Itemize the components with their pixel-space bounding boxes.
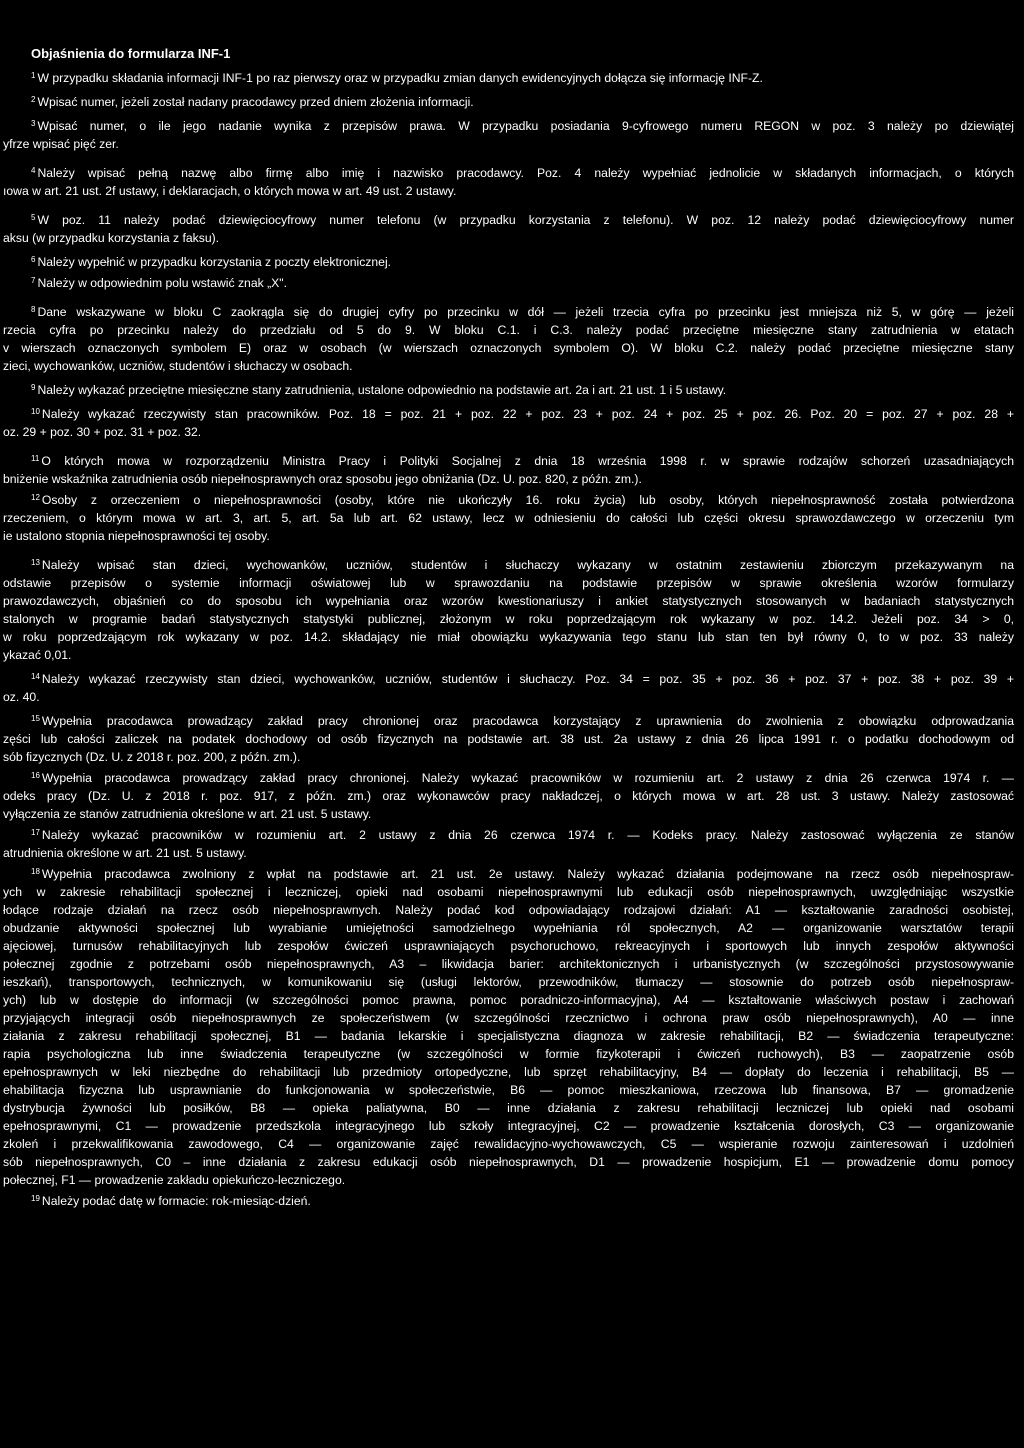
footnote-number: 15 bbox=[31, 714, 40, 723]
footnote-line bbox=[0, 646, 1024, 664]
footnote-line bbox=[0, 527, 1024, 545]
footnote-text: ych) lub w dostępie do informacji (w szczególności pomoc prawna, pomoc poradniczo-informacyjna), A4 — kształtowanie właściwych postaw i zachowań bbox=[3, 993, 1014, 1007]
footnote-line bbox=[0, 937, 1024, 955]
footnote-text: Należy w odpowiednim polu wstawić znak „X". bbox=[37, 276, 287, 290]
footnote-text: odeks pracy (Dz. U. z 2018 r. poz. 917, z późn. zm.) oraz wykonawców pracy nakładczej, o których mowa w art. 28 ust. 3 ustawy. Należy zastosować bbox=[3, 789, 1014, 803]
footnote bbox=[0, 769, 1024, 823]
footnote-line bbox=[0, 253, 1024, 271]
footnote-line bbox=[0, 628, 1024, 646]
footnote-line bbox=[0, 730, 1024, 748]
footnote bbox=[0, 274, 1024, 292]
footnote-text: ziałania z zakresu rehabilitacji społecznej, B1 — badania lekarskie i specjalistyczna diagnoza w zakresie rehabilitacji, B2 — świadczenia terapeutyczne: bbox=[3, 1029, 1014, 1043]
footnote-text: zęści lub całości zaliczek na podatek dochodowy od osób fizycznych na podstawie art. 38 ust. 2a ustawy z dnia 26 lipca 1991 r. o podatku dochodowym od bbox=[3, 732, 1014, 746]
footnote bbox=[0, 405, 1024, 441]
footnote-line bbox=[0, 1135, 1024, 1153]
footnote-text: Należy wykazać pracowników w rozumieniu art. 2 ustawy z dnia 26 czerwca 1974 r. — Kodeks pracy. Należy zastosować wyłączenia ze stanów bbox=[41, 828, 1014, 842]
footnote-text: w roku poprzedzającym rok wykazany w poz. 14.2. składający nie miał obowiązku wykazywania tego stanu lub stan ten był równy 0, to w poz. 33 należy bbox=[3, 630, 1014, 644]
footnote-line bbox=[0, 901, 1024, 919]
footnote-line bbox=[0, 592, 1024, 610]
footnote-text: v wierszach oznaczonych symbolem E) oraz w osobach (w wierszach oznaczonych symbolem O). W bloku C.2. należy podać przeciętne miesięczne stany bbox=[3, 341, 1014, 355]
footnote-text: oz. 29 + poz. 30 + poz. 31 + poz. 32. bbox=[3, 425, 202, 439]
footnote-text: połecznej zgodnie z potrzebami osób niepełnosprawnych, A3 – likwidacja barier: architektonicznych i urbanistycznych (w szczególności przystosowywanie bbox=[3, 957, 1014, 971]
footnote-text: ych w zakresie rehabilitacji społecznej i leczniczej, opieki nad osobami niepełnosprawnymi lub edukacji osób niepełnosprawnych, uwzględniając wszystkie bbox=[3, 885, 1014, 899]
footnote-text: vyłączenia ze stanów zatrudnienia określone w art. 21 ust. 5 ustawy. bbox=[3, 807, 372, 821]
footnote-line bbox=[0, 470, 1024, 488]
footnote-text: zkoleń i przekwalifikowania zawodowego, C4 — organizowanie zajęć rewalidacyjno-wychowawczych, C5 — wspieranie rozwoju zainteresowań i uzdolnień bbox=[3, 1137, 1014, 1151]
footnote-line bbox=[0, 321, 1024, 339]
footnote-text: połecznej, F1 — prowadzenie zakładu opiekuńczo-leczniczego. bbox=[3, 1173, 346, 1187]
footnote-text: stalonych w programie badań statystycznych statystyki publicznej, złożonym w roku poprzedzającym rok wykazany w poz. 14.2. Jeżeli poz. 34 > 0, bbox=[3, 612, 1014, 626]
footnote-line bbox=[0, 423, 1024, 441]
footnote-line bbox=[0, 805, 1024, 823]
footnote-text: przyjających integracji osób niepełnosprawnych ze społeczeństwem (w szczególności rzecznictwo i ochrona praw osób niepełnosprawnych), A0 — inne bbox=[3, 1011, 1014, 1025]
footnote bbox=[0, 211, 1024, 247]
footnote-text: O których mowa w rozporządzeniu Ministra Pracy i Polityki Socjalnej z dnia 18 września 1998 r. w sprawie rodzajów schorzeń uzasadniających bbox=[41, 454, 1014, 468]
footnote-text: W poz. 11 należy podać dziewięciocyfrowy numer telefonu (w przypadku korzystania z telefonu). W poz. 12 należy podać dziewięciocyfrowy numer bbox=[37, 213, 1014, 227]
footnote bbox=[0, 452, 1024, 488]
footnote-line bbox=[0, 574, 1024, 592]
footnote-line bbox=[0, 1027, 1024, 1045]
footnote-text: ehabilitacja fizyczna lub usprawnianie do funkcjonowania w społeczeństwie, B6 — pomoc mieszkaniowa, rzeczowa lub finansowa, B7 — gromadzenie bbox=[3, 1083, 1014, 1097]
footnote-line bbox=[0, 973, 1024, 991]
footnote-line bbox=[0, 844, 1024, 862]
footnote bbox=[0, 69, 1024, 87]
footnote-line bbox=[0, 405, 1024, 423]
footnote-text: epełnosprawnych w leki niezbędne do rehabilitacji lub przedmioty ortopedyczne, lub sprzęt rehabilitacyjny, B4 — dopłaty do leczenia i rehabilitacji, B5 — bbox=[3, 1065, 1014, 1079]
footnote-text: aksu (w przypadku korzystania z faksu). bbox=[3, 231, 220, 245]
footnote-number: 4 bbox=[31, 166, 36, 175]
footnote-text: atrudnienia określone w art. 21 ust. 5 ustawy. bbox=[3, 846, 247, 860]
footnote-line bbox=[0, 452, 1024, 470]
footnote-line bbox=[0, 712, 1024, 730]
footnote bbox=[0, 93, 1024, 111]
footnote-number: 18 bbox=[31, 867, 40, 876]
footnote-number: 7 bbox=[31, 276, 36, 285]
footnote-number: 10 bbox=[31, 407, 40, 416]
footnote-text: W przypadku składania informacji INF-1 po raz pierwszy oraz w przypadku zmian danych ewidencyjnych dołącza się informację INF-Z. bbox=[37, 71, 763, 85]
footnote-line bbox=[0, 303, 1024, 321]
footnote-text: odstawie przepisów o systemie informacji oświatowej lub w sprawozdaniu na podstawie przepisów w sprawie określenia wzorów formularzy bbox=[3, 576, 1014, 590]
footnote-text: Należy podać datę w formacie: rok-miesiąc-dzień. bbox=[41, 1194, 311, 1208]
footnote-text: Należy wpisać pełną nazwę albo firmę albo imię i nazwisko pracodawcy. Poz. 4 należy wypełniać jednolicie w składanych informacjach, o których bbox=[37, 166, 1014, 180]
footnote bbox=[0, 381, 1024, 399]
footnote-line bbox=[0, 1099, 1024, 1117]
footnote-line bbox=[0, 955, 1024, 973]
footnote-text: Wpisać numer, jeżeli został nadany pracodawcy przed dniem złożenia informacji. bbox=[37, 95, 474, 109]
footnote-line bbox=[0, 865, 1024, 883]
footnote-line bbox=[0, 381, 1024, 399]
footnote bbox=[0, 253, 1024, 271]
footnote-line bbox=[0, 117, 1024, 135]
footnote-text: Osoby z orzeczeniem o niepełnosprawności (osoby, które nie ukończyły 16. roku życia) lub osoby, których niepełnosprawność została potwierdzona bbox=[41, 493, 1014, 507]
footnote-line bbox=[0, 883, 1024, 901]
footnote-line bbox=[0, 509, 1024, 527]
footnote-line bbox=[0, 211, 1024, 229]
footnote-text: rapia psychologiczna lub inne świadczenia terapeutyczne (w szczególności w formie fizykoterapii i ćwiczeń ruchowych), B3 — zaopatrzenie osób bbox=[3, 1047, 1014, 1061]
footnote-text: ie ustalono stopnia niepełnosprawności tej osoby. bbox=[3, 529, 270, 543]
footnote-text: rzecia cyfra po przecinku należy do przedziału od 5 do 9. W bloku C.1. i C.3. należy podać przeciętne miesięczne stany zatrudnienia w etatach bbox=[3, 323, 1014, 337]
footnote-line bbox=[0, 670, 1024, 688]
footnote-line bbox=[0, 1192, 1024, 1210]
document-title: Objaśnienia do formularza INF-1 bbox=[31, 46, 231, 61]
footnote-number: 1 bbox=[31, 71, 36, 80]
footnote-text: ıowa w art. 21 ust. 2f ustawy, i deklaracjach, o których mowa w art. 49 ust. 2 ustawy. bbox=[3, 184, 457, 198]
footnote-line bbox=[0, 1117, 1024, 1135]
footnote-line bbox=[0, 1171, 1024, 1189]
footnote-line bbox=[0, 556, 1024, 574]
footnote-line bbox=[0, 1009, 1024, 1027]
footnote-line bbox=[0, 1045, 1024, 1063]
footnote-line bbox=[0, 182, 1024, 200]
footnote bbox=[0, 670, 1024, 706]
footnote-text: rzeczeniem, o którym mowa w art. 3, art. 5, art. 5a lub art. 62 ustawy, lecz w odniesieniu do całości lub części okresu sprawozdawczego w orzeczeniu tym bbox=[3, 511, 1014, 525]
footnote-line bbox=[0, 769, 1024, 787]
footnote-line bbox=[0, 1153, 1024, 1171]
footnote-text: zieci, wychowanków, uczniów, studentów i słuchaczy w osobach. bbox=[3, 359, 353, 373]
footnote bbox=[0, 1192, 1024, 1210]
footnote-text: obudzanie aktywności społecznej lub wyrabianie umiejętności samodzielnego wypełniania ról społecznych, A2 — organizowanie warsztatów terapii bbox=[3, 921, 1014, 935]
footnote-line bbox=[0, 748, 1024, 766]
footnote-text: Należy wykazać przeciętne miesięczne stany zatrudnienia, ustalone odpowiednio na podstawie art. 2a i art. 21 ust. 1 i 5 ustawy. bbox=[37, 383, 727, 397]
footnote-line bbox=[0, 1081, 1024, 1099]
footnote-number: 2 bbox=[31, 95, 36, 104]
footnote-line bbox=[0, 357, 1024, 375]
footnote-text: Należy wykazać rzeczywisty stan dzieci, wychowanków, uczniów, studentów i słuchaczy. Poz. 34 = poz. 35 + poz. 36 + poz. 37 + poz. 38 + poz. 39 + bbox=[41, 672, 1014, 686]
footnote-line bbox=[0, 610, 1024, 628]
footnote-line bbox=[0, 69, 1024, 87]
footnote-number: 8 bbox=[31, 305, 36, 314]
footnote-text: ykazać 0,01. bbox=[3, 648, 72, 662]
footnote bbox=[0, 164, 1024, 200]
footnote-number: 5 bbox=[31, 213, 36, 222]
footnote-text: Wypełnia pracodawca prowadzący zakład pracy chronionej oraz pracodawca korzystający z uprawnienia do zwolnienia z obowiązku odprowadzania bbox=[41, 714, 1014, 728]
footnote-line bbox=[0, 688, 1024, 706]
footnote-line bbox=[0, 491, 1024, 509]
footnote-text: ieszkań), transportowych, technicznych, w komunikowaniu się (usługi lektorów, przewodników, tłumaczy — stosownie do potrzeb osób niepełnospraw- bbox=[3, 975, 1014, 989]
footnote-line bbox=[0, 339, 1024, 357]
footnote-text: Należy wpisać stan dzieci, wychowanków, uczniów, studentów i słuchaczy wykazany w ostatnim zestawieniu zbiorczym przekazywanym na bbox=[41, 558, 1014, 572]
footnotes-list bbox=[0, 69, 1024, 1210]
footnote-text: Wypełnia pracodawca zwolniony z wpłat na podstawie art. 21 ust. 2e ustawy. Należy wykazać działania podejmowane na rzecz osób niepełnospraw- bbox=[41, 867, 1014, 881]
footnote-line bbox=[0, 991, 1024, 1009]
footnote-text: epełnosprawnymi, C1 — prowadzenie przedszkola integracyjnego lub szkoły integracyjnej, C2 — prowadzenie kształcenia dorosłych, C3 — organizowanie bbox=[3, 1119, 1014, 1133]
footnote-line bbox=[0, 135, 1024, 153]
footnote bbox=[0, 826, 1024, 862]
footnote-text: Należy wykazać rzeczywisty stan pracowników. Poz. 18 = poz. 21 + poz. 22 + poz. 23 + poz. 24 + poz. 25 + poz. 26. Poz. 20 = poz. 27 + poz. 28 + bbox=[41, 407, 1014, 421]
footnote-text: dystrybucja żywności lub posiłków, B8 — opieka paliatywna, B0 — inne działania z zakresu rehabilitacji leczniczej lub opieki nad osobami bbox=[3, 1101, 1014, 1115]
footnote-number: 14 bbox=[31, 672, 40, 681]
footnote-text: Wypełnia pracodawca prowadzący zakład pracy chronionej. Należy wykazać pracowników w rozumieniu art. 2 ustawy z dnia 26 czerwca 1974 r. — bbox=[41, 771, 1014, 785]
footnote-text: sób niepełnosprawnych, C0 – inne działania z zakresu edukacji osób niepełnosprawnych, D1 — prowadzenie hospicjum, E1 — prowadzenie domu pomocy bbox=[3, 1155, 1014, 1169]
footnote-text: Wpisać numer, o ile jego nadanie wynika z przepisów prawa. W przypadku posiadania 9-cyfrowego numeru REGON w poz. 3 należy po dziewiątej bbox=[37, 119, 1014, 133]
footnote-text: bniżenie wskaźnika zatrudnienia osób niepełnosprawnych oraz sposobu jego obniżania (Dz. U. poz. 820, z późn. zm.). bbox=[3, 472, 642, 486]
footnote-line bbox=[0, 919, 1024, 937]
footnote bbox=[0, 556, 1024, 664]
footnote bbox=[0, 303, 1024, 375]
footnote-line bbox=[0, 274, 1024, 292]
footnote-number: 19 bbox=[31, 1194, 40, 1203]
footnote-text: ajęciowej, turnusów rehabilitacyjnych lub zespołów ćwiczeń usprawniających psychoruchowo, rekreacyjnych i sportowych lub innych zespołów aktywności bbox=[3, 939, 1014, 953]
footnote-text: yfrze wpisać pięć zer. bbox=[3, 137, 119, 151]
footnote-number: 3 bbox=[31, 119, 36, 128]
footnote-line bbox=[0, 229, 1024, 247]
footnote-number: 13 bbox=[31, 558, 40, 567]
footnote bbox=[0, 117, 1024, 153]
footnote-line bbox=[0, 826, 1024, 844]
footnote-text: łodące rodzaje działań na rzecz osób niepełnosprawnych. Należy podać kod odpowiadający rodzajowi działań: A1 — kształtowanie zaradności osobistej, bbox=[3, 903, 1014, 917]
footnote-line bbox=[0, 787, 1024, 805]
footnote-text: prawozdawczych, objaśnień co do sposobu ich wypełniania oraz wzorów kwestionariuszy i ankiet statystycznych stosowanych w badaniach statystycznych bbox=[3, 594, 1014, 608]
footnote-number: 9 bbox=[31, 383, 36, 392]
footnote-number: 17 bbox=[31, 828, 40, 837]
footnote-number: 11 bbox=[31, 454, 40, 463]
footnote-text: Należy wypełnić w przypadku korzystania z poczty elektronicznej. bbox=[37, 255, 392, 269]
footnote-number: 6 bbox=[31, 255, 36, 264]
footnote-line bbox=[0, 1063, 1024, 1081]
footnote-number: 12 bbox=[31, 493, 40, 502]
footnote-text: Dane wskazywane w bloku C zaokrągla się do drugiej cyfry po przecinku w dół — jeżeli trzecia cyfra po przecinku jest mniejsza niż 5, w górę — jeżeli bbox=[37, 305, 1014, 319]
footnote-text: sób fizycznych (Dz. U. z 2018 r. poz. 200, z późn. zm.). bbox=[3, 750, 301, 764]
footnote-number: 16 bbox=[31, 771, 40, 780]
footnote bbox=[0, 712, 1024, 766]
footnote-text: oz. 40. bbox=[3, 690, 40, 704]
footnote-line bbox=[0, 93, 1024, 111]
footnote bbox=[0, 865, 1024, 1189]
footnote bbox=[0, 491, 1024, 545]
footnote-line bbox=[0, 164, 1024, 182]
